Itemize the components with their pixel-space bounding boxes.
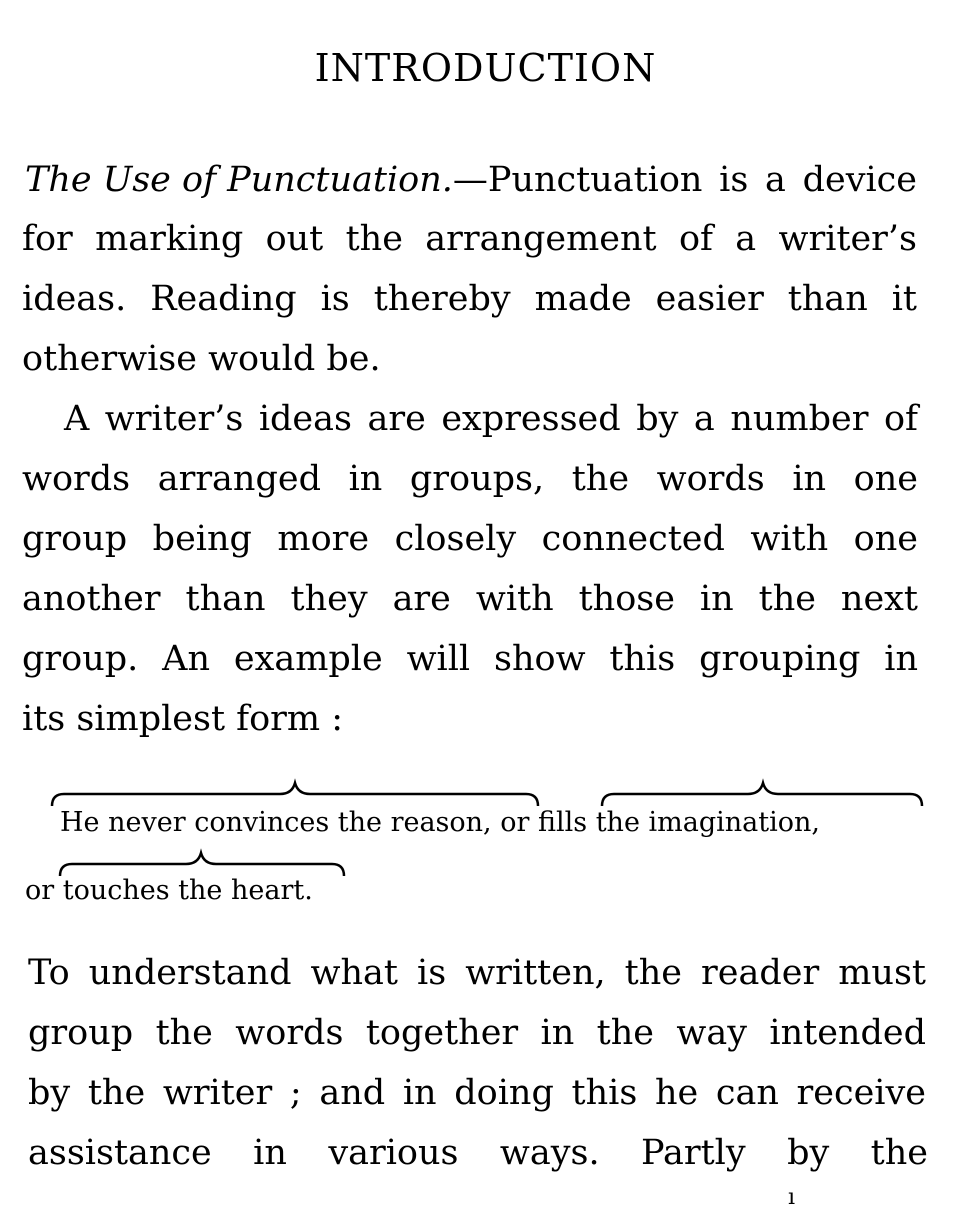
paragraph-1-line-1 <box>25 160 917 200</box>
em-dash: — <box>452 160 488 200</box>
paragraph-2-line-5: group. An example will show this grouping in <box>22 639 918 679</box>
word-group-2: fills the imagination, <box>537 807 820 838</box>
footer-mark: ı <box>788 1185 796 1210</box>
paragraph-2-line-3: group being more closely connected with one <box>22 519 918 559</box>
paragraph-1-line-2: for marking out the arrangement of a writer’s <box>22 219 917 259</box>
paragraph-1-line-4: otherwise would be. <box>22 339 381 379</box>
section-heading-italic: The Use of Punctuation. <box>25 160 453 200</box>
word-group-1: He never convinces the reason, <box>60 807 492 838</box>
paragraph-3-line-4: assistance in various ways. Partly by the <box>28 1133 928 1173</box>
paragraph-2-line-1: A writer’s ideas are expressed by a number of <box>64 399 918 439</box>
word-group-3: touches the heart. <box>62 875 313 906</box>
example-line-2 <box>25 876 313 906</box>
brace-group-2 <box>600 780 924 810</box>
paragraph-2-line-6: its simplest form : <box>22 699 344 739</box>
page-title: INTRODUCTION <box>314 46 657 90</box>
paragraph-2-line-4: another than they are with those in the next <box>22 579 918 619</box>
paragraph-3-line-2: group the words together in the way intended <box>28 1013 926 1053</box>
connector-or-2: or <box>25 875 63 906</box>
paragraph-2-line-2: words arranged in groups, the words in one <box>22 459 918 499</box>
connector-or-1: or <box>491 807 538 838</box>
example-line-1 <box>60 808 820 838</box>
brace-group-1 <box>50 780 540 810</box>
paragraph-1-line-1-text: Punctuation is a device <box>487 160 917 200</box>
paragraph-3-line-3: by the writer ; and in doing this he can receive <box>28 1073 926 1113</box>
paragraph-1-line-3: ideas. Reading is thereby made easier than it <box>22 279 917 319</box>
paragraph-3-line-1: To understand what is written, the reader must <box>28 953 926 993</box>
